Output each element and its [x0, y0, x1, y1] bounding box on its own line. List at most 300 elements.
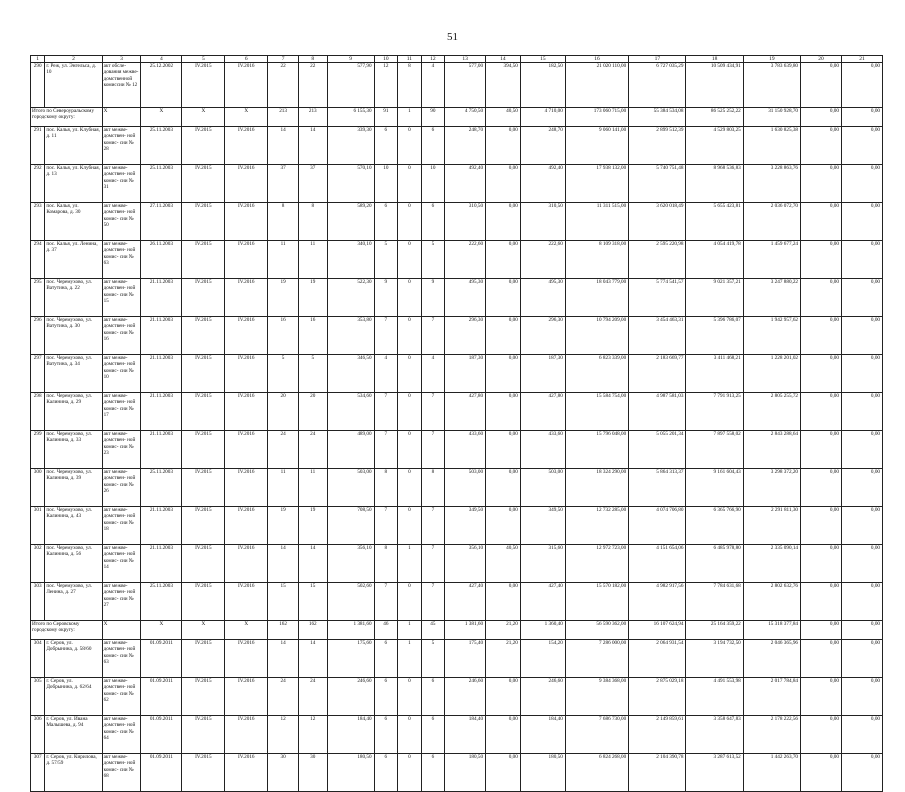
table-cell: 20: [298, 393, 327, 431]
row-number: 302: [31, 545, 45, 583]
table-cell: 4: [421, 63, 445, 108]
table-cell: 4 529 803,25: [686, 127, 743, 165]
table-cell: 0: [398, 317, 422, 355]
table-cell: 213: [268, 108, 299, 127]
column-number: 1: [31, 56, 45, 63]
table-cell: 0,00: [486, 678, 521, 716]
table-cell: 6 365 766,90: [686, 507, 743, 545]
table-cell: 1 942 957,62: [743, 317, 800, 355]
table-cell: 0: [398, 678, 422, 716]
row-number: 307: [31, 754, 45, 792]
table-cell: акт межве- домствен- ной комис- сии № 16: [102, 317, 141, 355]
table-cell: 1 381,60: [445, 621, 486, 640]
table-cell: IV.2016: [225, 355, 268, 393]
table-cell: 21,20: [486, 640, 521, 678]
table-cell: 492,40: [520, 165, 565, 203]
table-cell: 6: [421, 716, 445, 754]
row-number: 295: [31, 279, 45, 317]
table-cell: IV.2016: [225, 165, 268, 203]
table-cell: IV.2016: [225, 640, 268, 678]
table-cell: 0,00: [841, 393, 882, 431]
row-number: 298: [31, 393, 45, 431]
table-cell: 31 150 928,70: [743, 108, 800, 127]
row-number: 304: [31, 640, 45, 678]
table-cell: 8: [398, 63, 422, 108]
column-number: 12: [421, 56, 445, 63]
table-cell: акт межве- домствен- ной комис- сии № 18: [102, 507, 141, 545]
address-cell: пос. Черемухово, ул. Ленина, д. 27: [45, 583, 102, 621]
table-cell: 12 972 723,00: [565, 545, 628, 583]
table-cell: 0,00: [486, 241, 521, 279]
table-cell: 5 055 201,34: [629, 431, 686, 469]
table-cell: IV.2016: [225, 127, 268, 165]
table-cell: 310,50: [520, 203, 565, 241]
table-cell: 0,00: [841, 108, 882, 127]
table-cell: 2 178 222,56: [743, 716, 800, 754]
table-cell: 246,60: [445, 678, 486, 716]
table-row: [31, 165, 883, 203]
table-cell: 175,40: [445, 640, 486, 678]
table-cell: 0,00: [801, 127, 842, 165]
table-cell: 173 060 715,00: [565, 108, 628, 127]
table-cell: 8: [268, 203, 299, 241]
table-cell: 37: [298, 165, 327, 203]
table-cell: 340,10: [327, 241, 374, 279]
row-number: 299: [31, 431, 45, 469]
address-cell: г. Серов, ул. Ивана Малышева, д. 94: [45, 716, 102, 754]
table-cell: 0: [398, 279, 422, 317]
table-cell: 10 509 434,91: [686, 63, 743, 108]
table-cell: 0,00: [801, 165, 842, 203]
table-cell: 2 805 255,72: [743, 393, 800, 431]
row-number: 292: [31, 165, 45, 203]
table-cell: 4 750,50: [445, 108, 486, 127]
table-cell: 24: [298, 678, 327, 716]
table-cell: 15 570 182,00: [565, 583, 628, 621]
table-cell: X: [102, 621, 141, 640]
table-cell: IV.2015: [182, 545, 225, 583]
table-cell: 21,20: [486, 621, 521, 640]
column-number: 4: [141, 56, 182, 63]
table-cell: 21.11.2003: [141, 431, 182, 469]
column-number-row: [31, 56, 883, 63]
row-number: 291: [31, 127, 45, 165]
table-cell: 0,00: [841, 678, 882, 716]
table-cell: 9: [421, 279, 445, 317]
table-cell: 0,00: [801, 203, 842, 241]
table-cell: 27.11.2003: [141, 203, 182, 241]
table-cell: 154,20: [520, 640, 565, 678]
table-cell: акт межве- домствен- ной комис- сии № 63: [102, 640, 141, 678]
table-row: [31, 355, 883, 393]
table-cell: 315,60: [520, 545, 565, 583]
table-row: [31, 63, 883, 108]
table-cell: 0,00: [486, 583, 521, 621]
table-row: [31, 317, 883, 355]
row-number: 305: [31, 678, 45, 716]
table-cell: 25.11.2003: [141, 583, 182, 621]
table-cell: 0,00: [841, 203, 882, 241]
table-cell: 339,30: [327, 127, 374, 165]
table-cell: 5: [421, 640, 445, 678]
table-cell: 2 899 512,39: [629, 127, 686, 165]
table-cell: 55 384 534,08: [629, 108, 686, 127]
table-cell: 7 784 631,68: [686, 583, 743, 621]
table-cell: IV.2015: [182, 279, 225, 317]
table-cell: 6 824 268,00: [565, 754, 628, 792]
table-cell: 6: [374, 716, 398, 754]
table-cell: 5: [298, 355, 327, 393]
column-number: 14: [486, 56, 521, 63]
table-cell: 162: [268, 621, 299, 640]
table-cell: X: [225, 108, 268, 127]
table-cell: 589,20: [327, 203, 374, 241]
table-cell: 1 442 263,70: [743, 754, 800, 792]
table-cell: 6: [374, 754, 398, 792]
table-cell: 16: [298, 317, 327, 355]
table-cell: 0: [398, 716, 422, 754]
table-cell: 7 286 000,00: [565, 640, 628, 678]
table-cell: 5 655 423,81: [686, 203, 743, 241]
table-cell: IV.2016: [225, 63, 268, 108]
column-number: 2: [45, 56, 102, 63]
table-cell: 0: [398, 507, 422, 545]
table-cell: IV.2015: [182, 507, 225, 545]
table-cell: 2 291 811,30: [743, 507, 800, 545]
table-cell: 19: [268, 507, 299, 545]
table-cell: 1 630 825,38: [743, 127, 800, 165]
table-cell: IV.2016: [225, 678, 268, 716]
table-cell: 8: [298, 203, 327, 241]
table-cell: 0,00: [801, 279, 842, 317]
table-cell: 7: [374, 507, 398, 545]
table-cell: 9 161 604,43: [686, 469, 743, 507]
table-cell: 25 164 359,22: [686, 621, 743, 640]
table-cell: 577,90: [327, 63, 374, 108]
table-cell: 21.11.2003: [141, 279, 182, 317]
table-cell: 4 710,00: [520, 108, 565, 127]
register-table: [30, 55, 883, 792]
table-cell: 2 843 288,64: [743, 431, 800, 469]
column-number: 20: [801, 56, 842, 63]
table-cell: 10 794 209,00: [565, 317, 628, 355]
table-cell: 3 454 463,31: [629, 317, 686, 355]
table-cell: 15: [268, 583, 299, 621]
table-cell: 0,00: [486, 279, 521, 317]
table-cell: 0: [398, 754, 422, 792]
table-cell: 37: [268, 165, 299, 203]
table-cell: 0,00: [841, 165, 882, 203]
table-cell: 01.09.2011: [141, 678, 182, 716]
table-cell: 0,00: [841, 621, 882, 640]
table-cell: IV.2016: [225, 716, 268, 754]
row-number: 293: [31, 203, 45, 241]
table-cell: 0,00: [841, 317, 882, 355]
table-cell: X: [225, 621, 268, 640]
table-cell: 6: [374, 640, 398, 678]
table-cell: 0,00: [801, 63, 842, 108]
table-cell: 310,50: [445, 203, 486, 241]
table-cell: 3 298 372,20: [743, 469, 800, 507]
table-cell: 503,00: [445, 469, 486, 507]
table-cell: 22: [298, 63, 327, 108]
table-cell: 56 590 362,00: [565, 621, 628, 640]
address-cell: г. Серов, ул. Добрынина, д. 62/64: [45, 678, 102, 716]
table-cell: 0,00: [841, 127, 882, 165]
row-number: 306: [31, 716, 45, 754]
table-cell: 222,60: [445, 241, 486, 279]
table-cell: 14: [268, 640, 299, 678]
table-cell: 180,50: [445, 754, 486, 792]
table-cell: 9 384 368,00: [565, 678, 628, 716]
table-cell: 492,40: [445, 165, 486, 203]
table-cell: 0,00: [486, 165, 521, 203]
table-cell: 0,00: [801, 583, 842, 621]
column-number: 8: [298, 56, 327, 63]
table-cell: 353,80: [327, 317, 374, 355]
table-cell: 18 043 779,00: [565, 279, 628, 317]
table-cell: 9 021 357,21: [686, 279, 743, 317]
table-cell: 0,00: [801, 678, 842, 716]
table-cell: X: [182, 621, 225, 640]
table-cell: акт межве- домствен- ной комис- сии № 27: [102, 583, 141, 621]
table-cell: 246,60: [520, 678, 565, 716]
table-cell: 6: [421, 203, 445, 241]
table-cell: 0,00: [801, 108, 842, 127]
table-cell: 4 151 654,06: [629, 545, 686, 583]
table-cell: 40,50: [486, 545, 521, 583]
table-cell: 180,50: [520, 754, 565, 792]
table-cell: 2 183 669,77: [629, 355, 686, 393]
table-cell: 3 783 639,80: [743, 63, 800, 108]
table-cell: 10: [374, 165, 398, 203]
table-cell: 0: [398, 165, 422, 203]
table-cell: 30: [268, 754, 299, 792]
table-cell: IV.2015: [182, 640, 225, 678]
table-cell: 0,00: [841, 63, 882, 108]
table-cell: 495,30: [445, 279, 486, 317]
table-row: [31, 241, 883, 279]
table-cell: IV.2015: [182, 754, 225, 792]
table-cell: 7: [421, 507, 445, 545]
table-cell: 7: [421, 431, 445, 469]
table-cell: 1 360,40: [520, 621, 565, 640]
table-cell: 0,00: [486, 431, 521, 469]
table-cell: 15 584 754,00: [565, 393, 628, 431]
table-cell: 2 064 931,54: [629, 640, 686, 678]
table-cell: 0,00: [841, 583, 882, 621]
table-cell: 0,00: [801, 507, 842, 545]
table-cell: 0,00: [486, 203, 521, 241]
table-cell: IV.2016: [225, 507, 268, 545]
table-cell: 7 791 913,25: [686, 393, 743, 431]
row-number: 290: [31, 63, 45, 108]
table-cell: 91: [374, 108, 398, 127]
table-cell: 3 358 647,83: [686, 716, 743, 754]
table-cell: 8: [374, 545, 398, 583]
table-cell: 0,00: [801, 754, 842, 792]
table-cell: 18 324 290,00: [565, 469, 628, 507]
table-cell: 2 046 365,96: [743, 640, 800, 678]
table-cell: 26.11.2003: [141, 241, 182, 279]
table-cell: 1: [398, 640, 422, 678]
table-cell: 7 686 730,00: [565, 716, 628, 754]
table-cell: 0,00: [801, 317, 842, 355]
row-number: 297: [31, 355, 45, 393]
address-cell: г. Серов, ул. Кирилова, д. 57/59: [45, 754, 102, 792]
table-cell: 30: [298, 754, 327, 792]
table-cell: 17 938 132,00: [565, 165, 628, 203]
table-cell: IV.2015: [182, 355, 225, 393]
table-cell: 6: [421, 127, 445, 165]
table-row: [31, 583, 883, 621]
table-cell: акт межве- домствен- ной комис- сии № 10: [102, 355, 141, 393]
table-cell: 6: [374, 127, 398, 165]
table-cell: 3 620 018,49: [629, 203, 686, 241]
table-cell: X: [141, 621, 182, 640]
table-cell: 187,30: [445, 355, 486, 393]
table-cell: 25.11.2003: [141, 165, 182, 203]
table-cell: 0,00: [841, 279, 882, 317]
table-cell: 5 740 751,48: [629, 165, 686, 203]
table-cell: 502,60: [327, 583, 374, 621]
table-cell: 6 155,30: [327, 108, 374, 127]
table-row: [31, 640, 883, 678]
table-cell: 0,00: [801, 640, 842, 678]
table-cell: 11: [268, 469, 299, 507]
table-cell: 708,50: [327, 507, 374, 545]
table-cell: 0: [398, 127, 422, 165]
table-cell: 0,00: [801, 545, 842, 583]
table-cell: 3 194 732,50: [686, 640, 743, 678]
table-cell: 0,00: [801, 716, 842, 754]
table-cell: 6: [374, 203, 398, 241]
table-cell: 0,00: [801, 469, 842, 507]
table-cell: 522,30: [327, 279, 374, 317]
table-cell: 0,00: [801, 241, 842, 279]
column-number: 16: [565, 56, 628, 63]
table-cell: 248,70: [445, 127, 486, 165]
table-cell: 0,00: [486, 716, 521, 754]
table-cell: IV.2015: [182, 63, 225, 108]
table-cell: 0,00: [801, 621, 842, 640]
table-cell: 5 774 541,57: [629, 279, 686, 317]
table-cell: 2 875 029,18: [629, 678, 686, 716]
table-cell: 1 381,60: [327, 621, 374, 640]
table-cell: 296,30: [445, 317, 486, 355]
table-cell: IV.2015: [182, 393, 225, 431]
table-cell: 248,70: [520, 127, 565, 165]
table-cell: 45: [421, 621, 445, 640]
table-cell: 503,00: [520, 469, 565, 507]
column-number: 5: [182, 56, 225, 63]
column-number: 3: [102, 56, 141, 63]
subtotal-row: [31, 621, 883, 640]
table-cell: 6: [421, 754, 445, 792]
table-cell: 0,00: [486, 317, 521, 355]
address-cell: пос. Черемухово, ул. Калинина, д. 43: [45, 507, 102, 545]
table-cell: 2 595 220,98: [629, 241, 686, 279]
table-cell: акт межве- домствен- ной комис- сии № 31: [102, 165, 141, 203]
row-number: 294: [31, 241, 45, 279]
table-cell: 0,00: [486, 469, 521, 507]
table-cell: 182,50: [520, 63, 565, 108]
table-cell: X: [182, 108, 225, 127]
table-cell: акт обсле- дования межве- домственной комиссии № 12: [102, 63, 141, 108]
table-cell: 6 485 978,80: [686, 545, 743, 583]
table-cell: 15: [298, 583, 327, 621]
table-cell: 184,40: [520, 716, 565, 754]
table-cell: акт межве- домствен- ной комис- сии № 17: [102, 393, 141, 431]
table-row: [31, 393, 883, 431]
row-number: 303: [31, 583, 45, 621]
table-cell: 7: [374, 393, 398, 431]
table-cell: акт межве- домствен- ной комис- сии № 14: [102, 545, 141, 583]
table-cell: 7: [374, 583, 398, 621]
table-row: [31, 279, 883, 317]
table-cell: 346,50: [327, 355, 374, 393]
table-cell: 427,80: [520, 393, 565, 431]
table-cell: акт межве- домствен- ной комис- сии № 62: [102, 678, 141, 716]
table-cell: акт межве- домствен- ной комис- сии № 23: [102, 431, 141, 469]
table-cell: 433,60: [520, 431, 565, 469]
table-cell: 0,00: [486, 393, 521, 431]
table-cell: 296,30: [520, 317, 565, 355]
table-cell: 489,00: [327, 431, 374, 469]
table-cell: 21.11.2003: [141, 317, 182, 355]
table-cell: 7: [374, 431, 398, 469]
table-cell: 0,00: [841, 545, 882, 583]
table-cell: 8 968 536,83: [686, 165, 743, 203]
table-cell: 2 104 390,78: [629, 754, 686, 792]
table-cell: 0: [398, 431, 422, 469]
table-cell: IV.2015: [182, 583, 225, 621]
table-cell: X: [141, 108, 182, 127]
table-cell: 394,50: [486, 63, 521, 108]
table-cell: 4 982 917,56: [629, 583, 686, 621]
table-cell: 21.11.2003: [141, 355, 182, 393]
table-cell: 15 318 377,84: [743, 621, 800, 640]
table-cell: 11 311 515,00: [565, 203, 628, 241]
table-cell: 356,10: [327, 545, 374, 583]
table-cell: 6 823 339,00: [565, 355, 628, 393]
table-cell: 2 802 632,76: [743, 583, 800, 621]
table-cell: 495,30: [520, 279, 565, 317]
table-cell: 427,40: [445, 583, 486, 621]
table-cell: 0: [398, 583, 422, 621]
table-cell: акт межве- домствен- ной комис- сии № 28: [102, 127, 141, 165]
table-cell: 7: [421, 545, 445, 583]
table-cell: 8: [374, 469, 398, 507]
table-cell: IV.2016: [225, 393, 268, 431]
table-row: [31, 754, 883, 792]
table-cell: 6: [374, 678, 398, 716]
table-cell: 0: [398, 241, 422, 279]
table-cell: IV.2016: [225, 431, 268, 469]
table-cell: IV.2016: [225, 469, 268, 507]
table-cell: 01.09.2011: [141, 716, 182, 754]
table-cell: X: [102, 108, 141, 127]
table-cell: 11: [298, 241, 327, 279]
table-cell: 14: [298, 127, 327, 165]
table-cell: 0: [398, 469, 422, 507]
table-cell: 4 054 419,78: [686, 241, 743, 279]
table-cell: 222,60: [520, 241, 565, 279]
table-cell: 3 247 880,22: [743, 279, 800, 317]
table-row: [31, 716, 883, 754]
table-cell: 15 796 048,00: [565, 431, 628, 469]
address-cell: пос. Черемухово, ул. Калинина, д. 39: [45, 469, 102, 507]
